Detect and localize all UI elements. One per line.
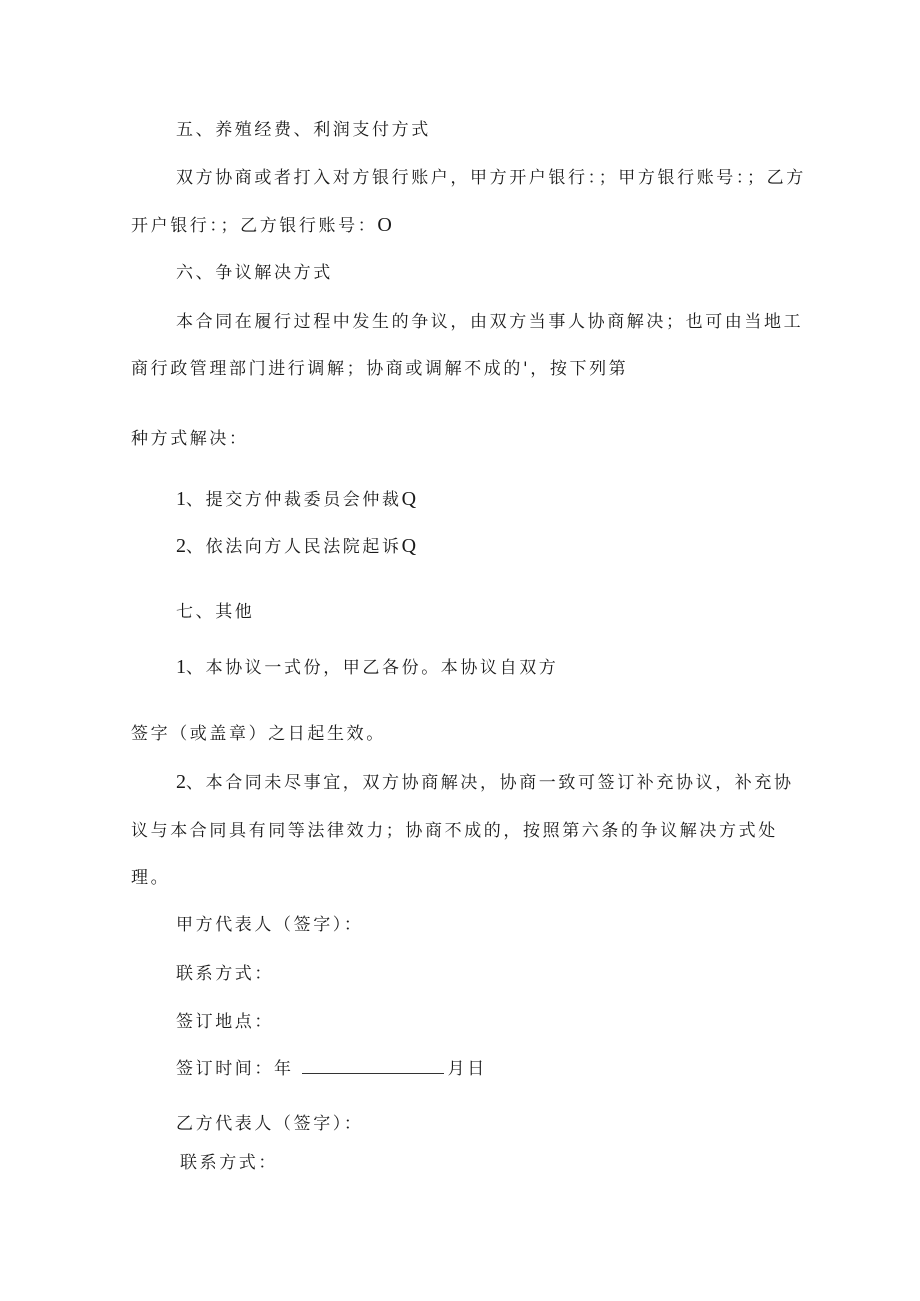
section-6-paragraph-line-3: 种方式解决： [131,429,249,449]
section-7-item-1-line-2: 签字（或盖章）之日起生效。 [131,724,386,744]
section-6-paragraph-line-2: 商行政管理部门进行调解；协商或调解不成的'，按下列第 [131,359,629,379]
section-7-heading: 七、其他 [176,602,255,622]
sign-time-label [176,1058,487,1080]
section-6-option-1 [176,488,416,511]
option-1-number: 1 [176,488,186,510]
item-2-line-1-text: 、本合同未尽事宜，双方协商解决，协商一致可签订补充协议，补充协 [186,773,794,793]
section-6-option-2 [176,535,416,558]
sign-time-prefix: 签订时间：年 [176,1059,294,1079]
item-1-number: 1 [176,656,186,678]
section-6-paragraph-line-1: 本合同在履行过程中发生的争议，由双方当事人协商解决；也可由当地工 [176,312,804,332]
section-7-item-1-line-1 [176,656,558,679]
section-7-item-2-line-2: 议与本合同具有同等法律效力；协商不成的，按照第六条的争议解决方式处 [131,821,778,841]
section-5-paragraph-line-2 [131,214,392,237]
item-2-number: 2 [176,771,186,793]
sign-time-blank-line [302,1059,444,1074]
option-2-end: Q [401,535,417,557]
section-7-item-2-line-3: 理。 [131,868,171,888]
sign-place-label: 签订地点： [176,1012,274,1032]
party-a-representative-label: 甲方代表人（签字）： [176,915,364,935]
option-1-text: 、提交方仲裁委员会仲裁 [186,490,402,510]
section-7-item-2-line-1 [176,771,794,794]
party-b-contact-label: 联系方式： [180,1153,278,1173]
party-b-representative-label: 乙方代表人（签字）： [176,1114,364,1134]
section-6-heading: 六、争议解决方式 [176,263,333,283]
section-5-paragraph-line-2-end: O [377,214,392,236]
section-5-heading: 五、养殖经费、利润支付方式 [176,120,431,140]
party-a-contact-label: 联系方式： [176,964,274,984]
option-1-end: Q [401,488,417,510]
section-5-paragraph-line-1: 双方协商或者打入对方银行账户，甲方开户银行：；甲方银行账号：；乙方 [176,168,806,188]
sign-time-suffix: 月日 [447,1059,487,1079]
option-2-text: 、依法向方人民法院起诉 [186,537,402,557]
section-5-paragraph-line-2-text: 开户银行：；乙方银行账号： [131,216,378,236]
option-2-number: 2 [176,535,186,557]
item-1-line-1-text: 、本协议一式份，甲乙各份。本协议自双方 [186,658,559,678]
